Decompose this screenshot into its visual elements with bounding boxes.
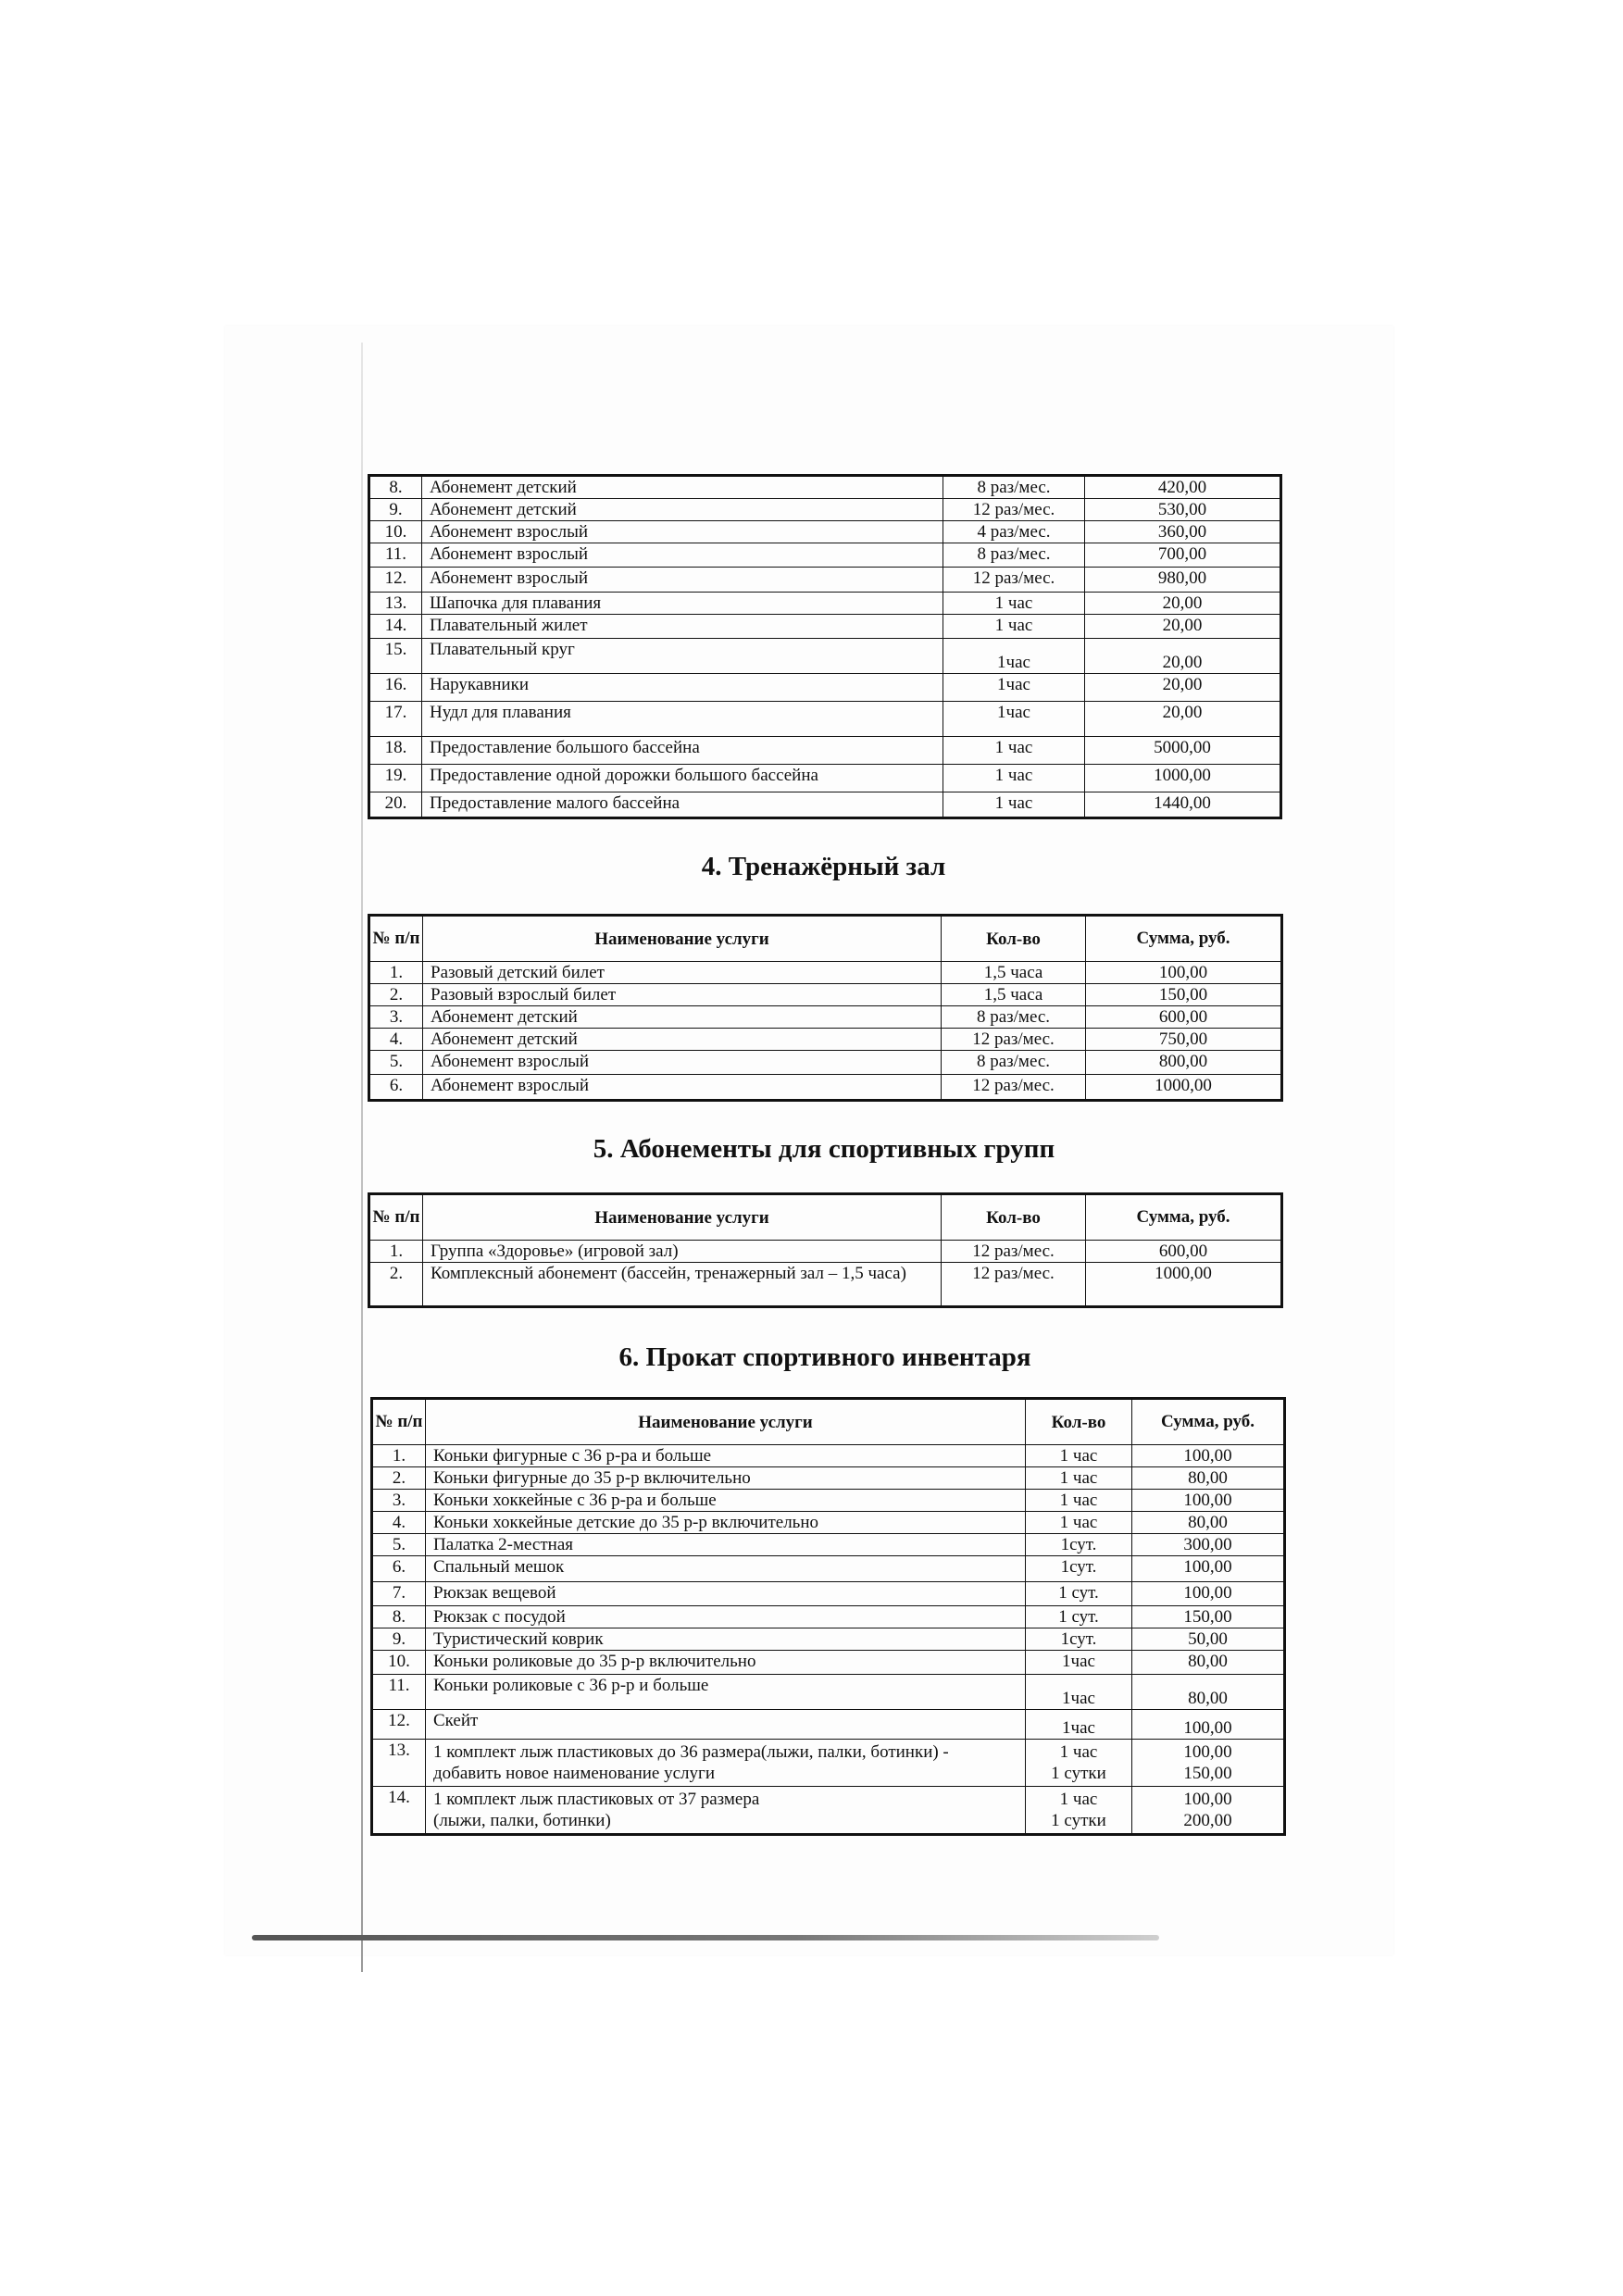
- price: 600,00: [1086, 1006, 1282, 1029]
- scan-artifact-line: [361, 343, 363, 1972]
- pool-services-table-continued: [368, 474, 1280, 819]
- quantity: 12 раз/мес.: [943, 499, 1085, 521]
- table-row: [369, 1006, 1282, 1029]
- table-row: [369, 499, 1281, 521]
- service-name: [426, 1740, 1026, 1787]
- table-row: [372, 1445, 1285, 1467]
- quantity: 8 раз/мес.: [942, 1006, 1086, 1029]
- scan-artifact-shadow: [252, 1935, 1159, 1940]
- price-line: 150,00: [1183, 1764, 1232, 1783]
- table-row: [369, 737, 1281, 765]
- table-row: [372, 1582, 1285, 1606]
- quantity: 1час: [1026, 1651, 1132, 1675]
- quantity: 1 час: [943, 737, 1085, 765]
- row-number: 1.: [369, 962, 423, 984]
- row-number: 3.: [369, 1006, 423, 1029]
- row-number: 13.: [369, 593, 422, 615]
- quantity: 1,5 часа: [942, 984, 1086, 1006]
- price: 20,00: [1085, 702, 1281, 737]
- service-name: Рюкзак вещевой: [426, 1582, 1026, 1606]
- service-name: Абонемент взрослый: [422, 568, 943, 593]
- service-name-line: 1 комплект лыж пластиковых от 37 размера: [433, 1790, 760, 1809]
- row-number: 2.: [369, 984, 423, 1006]
- quantity: 12 раз/мес.: [943, 568, 1085, 593]
- row-number: 2.: [372, 1467, 426, 1490]
- row-number: 1.: [369, 1241, 423, 1263]
- quantity: 12 раз/мес.: [942, 1075, 1086, 1101]
- service-name: Абонемент детский: [423, 1029, 942, 1051]
- table-row: [372, 1512, 1285, 1534]
- service-name: Палатка 2-местная: [426, 1534, 1026, 1556]
- service-name: Абонемент взрослый: [422, 521, 943, 543]
- service-name: Абонемент детский: [422, 499, 943, 521]
- service-name: Плавательный круг: [422, 639, 943, 674]
- row-number: 5.: [372, 1534, 426, 1556]
- price: 80,00: [1132, 1651, 1285, 1675]
- table-row: [372, 1787, 1285, 1835]
- table-row: [369, 476, 1281, 499]
- quantity: 1час: [943, 702, 1085, 737]
- price: 50,00: [1132, 1628, 1285, 1651]
- section-heading-equipment-rental: 6. Прокат спортивного инвентаря: [618, 1342, 1031, 1372]
- price: [1132, 1740, 1285, 1787]
- table-row: [369, 1029, 1282, 1051]
- quantity: 1,5 часа: [942, 962, 1086, 984]
- service-name: Разовый взрослый билет: [423, 984, 942, 1006]
- price: 360,00: [1085, 521, 1281, 543]
- service-name: Плавательный жилет: [422, 615, 943, 639]
- row-number: 12.: [369, 568, 422, 593]
- row-number: 15.: [369, 639, 422, 674]
- row-number: 9.: [369, 499, 422, 521]
- service-name: Предоставление малого бассейна: [422, 792, 943, 818]
- row-number: 16.: [369, 674, 422, 702]
- table-row: [372, 1534, 1285, 1556]
- table-row: [369, 702, 1281, 737]
- price: [1132, 1787, 1285, 1835]
- price: 800,00: [1086, 1051, 1282, 1075]
- price: 1000,00: [1085, 765, 1281, 792]
- quantity: 12 раз/мес.: [942, 1029, 1086, 1051]
- service-name: Абонемент детский: [423, 1006, 942, 1029]
- price-line: 200,00: [1183, 1811, 1232, 1830]
- table-row: [372, 1467, 1285, 1490]
- quantity: 8 раз/мес.: [942, 1051, 1086, 1075]
- price: 1000,00: [1086, 1075, 1282, 1101]
- table-row: [372, 1710, 1285, 1740]
- price: 600,00: [1086, 1241, 1282, 1263]
- quantity: 1 час: [943, 792, 1085, 818]
- row-number: 19.: [369, 765, 422, 792]
- table-row: [369, 1263, 1282, 1307]
- price: 80,00: [1132, 1467, 1285, 1490]
- table-row: [369, 962, 1282, 984]
- service-name-line: (лыжи, палки, ботинки): [433, 1811, 611, 1830]
- service-name: Коньки фигурные до 35 р-р включительно: [426, 1467, 1026, 1490]
- service-name: Коньки хоккейные с 36 р-ра и больше: [426, 1490, 1026, 1512]
- service-name: Абонемент взрослый: [422, 543, 943, 568]
- service-name: Коньки роликовые до 35 р-р включительно: [426, 1651, 1026, 1675]
- quantity: 1час: [943, 674, 1085, 702]
- table-row: [369, 984, 1282, 1006]
- table-row: [369, 521, 1281, 543]
- row-number: 12.: [372, 1710, 426, 1740]
- table-row: [369, 1075, 1282, 1101]
- service-name: Предоставление большого бассейна: [422, 737, 943, 765]
- column-header-sum: Сумма, руб.: [1086, 916, 1282, 962]
- quantity-line: 1 сутки: [1051, 1764, 1106, 1783]
- price: 20,00: [1085, 674, 1281, 702]
- table-row: [372, 1651, 1285, 1675]
- quantity: 1 час: [1026, 1490, 1132, 1512]
- column-header-quantity: Кол-во: [942, 916, 1086, 962]
- service-name: Рюкзак с посудой: [426, 1606, 1026, 1628]
- table-row: [372, 1490, 1285, 1512]
- price-line: 100,00: [1183, 1742, 1232, 1762]
- quantity: 8 раз/мес.: [943, 543, 1085, 568]
- service-name: Комплексный абонемент (бассейн, тренажерный зал – 1,5 часа): [423, 1263, 942, 1307]
- service-name: Коньки хоккейные детские до 35 р-р включительно: [426, 1512, 1026, 1534]
- service-name-line: добавить новое наименование услуги: [433, 1764, 715, 1783]
- column-header-name: Наименование услуги: [426, 1399, 1026, 1445]
- row-number: 3.: [372, 1490, 426, 1512]
- quantity: 1 час: [1026, 1467, 1132, 1490]
- quantity: 1 час: [943, 765, 1085, 792]
- price: 100,00: [1132, 1710, 1285, 1740]
- price-line: 100,00: [1183, 1790, 1232, 1809]
- service-name: Предоставление одной дорожки большого бассейна: [422, 765, 943, 792]
- quantity: 1час: [1026, 1710, 1132, 1740]
- quantity: 1 час: [1026, 1445, 1132, 1467]
- service-name-line: 1 комплект лыж пластиковых до 36 размера(лыжи, палки, ботинки) -: [433, 1742, 949, 1762]
- quantity: 4 раз/мес.: [943, 521, 1085, 543]
- row-number: 9.: [372, 1628, 426, 1651]
- quantity: 1час: [1026, 1675, 1132, 1710]
- quantity: 1час: [943, 639, 1085, 674]
- row-number: 4.: [372, 1512, 426, 1534]
- equipment-rental-table: [370, 1397, 1283, 1836]
- quantity: 12 раз/мес.: [942, 1241, 1086, 1263]
- row-number: 8.: [369, 476, 422, 499]
- service-name: Абонемент взрослый: [423, 1075, 942, 1101]
- price: 700,00: [1085, 543, 1281, 568]
- row-number: 6.: [372, 1556, 426, 1582]
- table-row: [369, 674, 1281, 702]
- table-row: [372, 1740, 1285, 1787]
- row-number: 18.: [369, 737, 422, 765]
- row-number: 17.: [369, 702, 422, 737]
- gym-services-table: [368, 914, 1280, 1102]
- price: 150,00: [1086, 984, 1282, 1006]
- price: 300,00: [1132, 1534, 1285, 1556]
- row-number: 6.: [369, 1075, 423, 1101]
- quantity-line: 1 час: [1059, 1790, 1098, 1809]
- row-number: 7.: [372, 1582, 426, 1606]
- quantity: 8 раз/мес.: [943, 476, 1085, 499]
- service-name: Коньки роликовые с 36 р-р и больше: [426, 1675, 1026, 1710]
- price: 5000,00: [1085, 737, 1281, 765]
- group-subscriptions-table: [368, 1192, 1280, 1308]
- price: 100,00: [1132, 1556, 1285, 1582]
- quantity: 1сут.: [1026, 1628, 1132, 1651]
- price: 420,00: [1085, 476, 1281, 499]
- table-row: [369, 1051, 1282, 1075]
- table-row: [369, 568, 1281, 593]
- table-header-row: [369, 916, 1282, 962]
- price: 1000,00: [1086, 1263, 1282, 1307]
- row-number: 10.: [369, 521, 422, 543]
- column-header-sum: Сумма, руб.: [1086, 1194, 1282, 1241]
- price: 80,00: [1132, 1512, 1285, 1534]
- row-number: 2.: [369, 1263, 423, 1307]
- price: 100,00: [1132, 1445, 1285, 1467]
- quantity: 1 сут.: [1026, 1606, 1132, 1628]
- quantity: 1 час: [1026, 1512, 1132, 1534]
- row-number: 14.: [369, 615, 422, 639]
- service-name: Нарукавники: [422, 674, 943, 702]
- row-number: 10.: [372, 1651, 426, 1675]
- table-row: [372, 1628, 1285, 1651]
- table-header-row: [369, 1194, 1282, 1241]
- column-header-number: № п/п: [372, 1399, 426, 1445]
- price: 750,00: [1086, 1029, 1282, 1051]
- quantity-line: 1 час: [1059, 1742, 1098, 1762]
- service-name: Туристический коврик: [426, 1628, 1026, 1651]
- column-header-name: Наименование услуги: [423, 916, 942, 962]
- price: 100,00: [1086, 962, 1282, 984]
- service-name: Нудл для плавания: [422, 702, 943, 737]
- column-header-name: Наименование услуги: [423, 1194, 942, 1241]
- service-name: Группа «Здоровье» (игровой зал): [423, 1241, 942, 1263]
- row-number: 11.: [372, 1675, 426, 1710]
- table-row: [372, 1606, 1285, 1628]
- price: 20,00: [1085, 593, 1281, 615]
- column-header-number: № п/п: [369, 1194, 423, 1241]
- row-number: 4.: [369, 1029, 423, 1051]
- price: 530,00: [1085, 499, 1281, 521]
- price: 80,00: [1132, 1675, 1285, 1710]
- service-name: Скейт: [426, 1710, 1026, 1740]
- price: 150,00: [1132, 1606, 1285, 1628]
- price: 100,00: [1132, 1490, 1285, 1512]
- price: 980,00: [1085, 568, 1281, 593]
- section-heading-group-subscriptions: 5. Абонементы для спортивных групп: [593, 1134, 1055, 1164]
- column-header-number: № п/п: [369, 916, 423, 962]
- column-header-quantity: Кол-во: [1026, 1399, 1132, 1445]
- service-name: Коньки фигурные с 36 р-ра и больше: [426, 1445, 1026, 1467]
- table-row: [369, 1241, 1282, 1263]
- row-number: 8.: [372, 1606, 426, 1628]
- quantity-line: 1 сутки: [1051, 1811, 1106, 1830]
- column-header-quantity: Кол-во: [942, 1194, 1086, 1241]
- table-row: [372, 1556, 1285, 1582]
- table-header-row: [372, 1399, 1285, 1445]
- quantity: 1 час: [943, 615, 1085, 639]
- service-name: Абонемент детский: [422, 476, 943, 499]
- price: 1440,00: [1085, 792, 1281, 818]
- table-row: [369, 543, 1281, 568]
- price: 20,00: [1085, 615, 1281, 639]
- quantity: [1026, 1740, 1132, 1787]
- service-name: Разовый детский билет: [423, 962, 942, 984]
- service-name: Шапочка для плавания: [422, 593, 943, 615]
- table-row: [372, 1675, 1285, 1710]
- table-row: [369, 792, 1281, 818]
- row-number: 5.: [369, 1051, 423, 1075]
- table-row: [369, 615, 1281, 639]
- quantity: 1сут.: [1026, 1534, 1132, 1556]
- section-heading-gym: 4. Тренажёрный зал: [701, 852, 946, 881]
- table-row: [369, 639, 1281, 674]
- table-row: [369, 765, 1281, 792]
- column-header-sum: Сумма, руб.: [1132, 1399, 1285, 1445]
- price: 100,00: [1132, 1582, 1285, 1606]
- row-number: 13.: [372, 1740, 426, 1787]
- quantity: 12 раз/мес.: [942, 1263, 1086, 1307]
- table-row: [369, 593, 1281, 615]
- quantity: 1 час: [943, 593, 1085, 615]
- quantity: 1сут.: [1026, 1556, 1132, 1582]
- quantity: 1 сут.: [1026, 1582, 1132, 1606]
- row-number: 11.: [369, 543, 422, 568]
- row-number: 1.: [372, 1445, 426, 1467]
- service-name: Абонемент взрослый: [423, 1051, 942, 1075]
- quantity: [1026, 1787, 1132, 1835]
- row-number: 20.: [369, 792, 422, 818]
- row-number: 14.: [372, 1787, 426, 1835]
- service-name: Спальный мешок: [426, 1556, 1026, 1582]
- price: 20,00: [1085, 639, 1281, 674]
- service-name: [426, 1787, 1026, 1835]
